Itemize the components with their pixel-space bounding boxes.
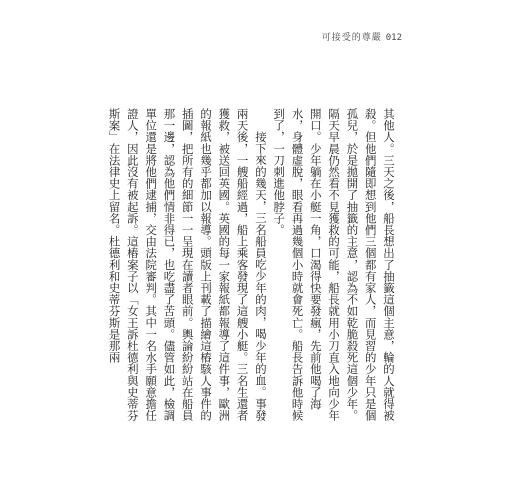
- header-title: 可接受的尊嚴: [321, 33, 382, 43]
- page-number: 012: [385, 33, 402, 43]
- body-text: [107, 108, 398, 424]
- paragraph: 接下來的幾天，三名船員吃少年的肉，喝少年的血。事發兩天後，一艘船經過，船上乘客發現了這艘小艇。三名生還者獲救，被送回英國。英國的每一家報紙都報導了這件事，歐洲的報紙也幾乎都加以報導。頭版上刊載了描繪這樁駭人事件的插圖，把所有的細節一一呈現在讀者眼前。輿論紛紛站在船員那一邊，認為他們情非得已，也吃盡了苦頭。儘管如此，檢調單位還是將他們逮捕，交由法院審判。其中一名水手願意擔任證人，因此沒有被起訴。這樁案子以「女王訴杜德利與史蒂芬斯案」在法律史上留名。杜德利和史蒂芬斯是那兩: [107, 108, 268, 422]
- paragraph: 其他人。三天之後，船長想出了抽籤這個主意，輪的人就得被殺。但他們隨即想到他們三個都有家人，而見習的少年只是個孤兒，於是拋開了抽籤的主意，認為不如乾脆殺死這個少年。隔天早晨仍然看不見獲救的可能，船長就用小刀直入地向少年開口。少年躺在小艇一角，口渴得快要發瘋，先前他喝了海水，身體虛脫，眼看再過幾個小時就會死亡。船長告訴他時候到了，一刀刺進他脖子。: [272, 108, 396, 422]
- running-header: [322, 30, 402, 43]
